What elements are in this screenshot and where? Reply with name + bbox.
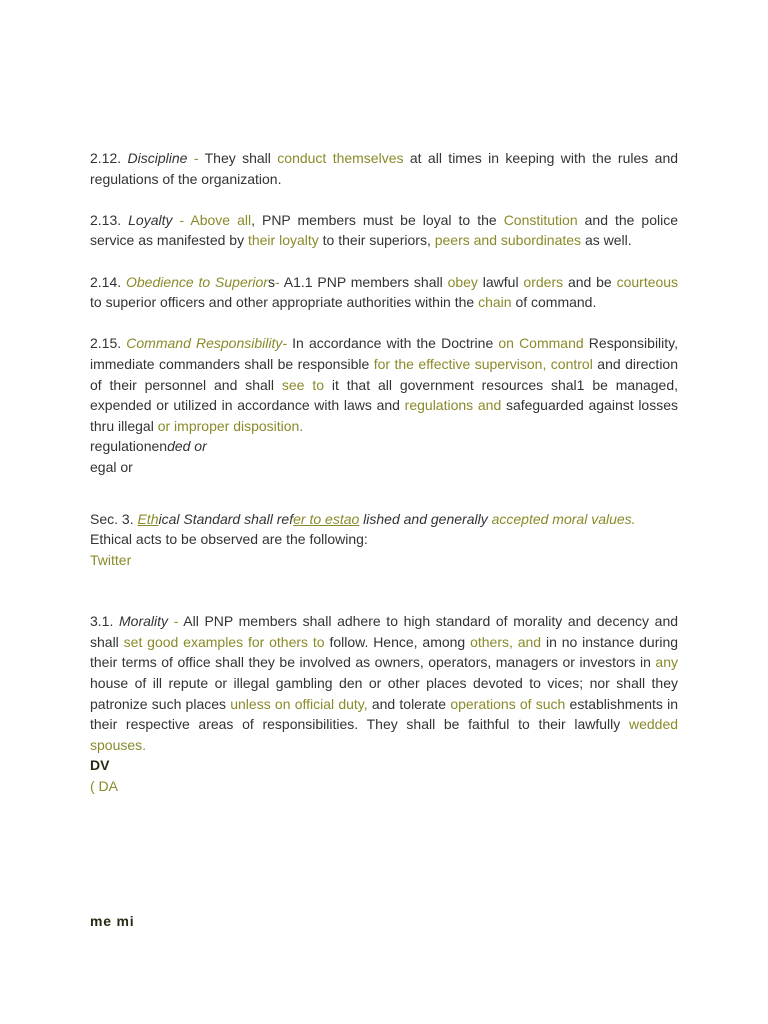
section-title: Loyalty <box>128 211 173 228</box>
section-number: 2.12. <box>90 150 122 166</box>
paragraph-discipline: 2.12. Discipline - They shall conduct themselves at all times in keeping with the rules and regulations of the organization. <box>90 150 679 187</box>
section-title: Discipline <box>127 150 188 166</box>
section-title: Obedience to Superior <box>125 273 268 290</box>
section-title: Command Responsibility- <box>126 335 288 352</box>
fragment-line: regulationended or <box>90 438 207 455</box>
section-3-intro: Ethical acts to be observed are the following: <box>90 531 368 548</box>
footer-text: me mi <box>90 913 135 929</box>
paragraph-obedience: 2.14. Obedience to Superiors- A1.1 PNP members shall obey lawful orders and be courteous to superior officers and other appropriate authorities within the chain of command. <box>90 273 679 311</box>
paragraph-morality: 3.1. Morality - All PNP members shall adhere to high standard of morality and decency and shall set good examples for others to follow. Hence, among others, and in no instance during their terms of office shall they be involved as owners, operators, managers or investors in any house of ill repute or illegal gambling den or other places devoted to vices; nor shall they patronize such places unless on official duty, and tolerate operations of such establishments in their respective areas of responsibilities. They shall be faithful to their lawfully wedded spouses. <box>90 613 679 753</box>
section-3-heading: Sec. 3. Ethical Standard shall refer to estao lished and generally accepted moral values. <box>90 510 636 527</box>
section-number: 2.13. <box>90 211 122 228</box>
section-number: 2.15. <box>90 335 122 352</box>
paragraph-loyalty: 2.13. Loyalty - Above all, PNP members must be loyal to the Constitution and the police service as manifested by their loyalty to their superiors, peers and subordinates as well. <box>90 211 679 249</box>
fragment-line: egal or <box>90 458 133 475</box>
document-page <box>90 148 679 929</box>
section-number: 2.14. <box>90 273 122 290</box>
section-title: Morality <box>119 613 169 630</box>
twitter-link[interactable]: Twitter <box>90 551 132 568</box>
paragraph-command-responsibility: 2.15. Command Responsibility- In accordance with the Doctrine on Command Responsibility, immediate commanders shall be responsible for the effective supervison, control and direction of their personnel and shall see to it that all government resources shal1 be managed, expended or utilized in accordance with laws and regulations and safeguarded against losses thru illegal or improper disposition. <box>90 335 679 434</box>
dv-label: DV <box>90 757 110 774</box>
section-number: 3.1. <box>90 613 114 630</box>
da-label: ( DA <box>90 778 118 795</box>
